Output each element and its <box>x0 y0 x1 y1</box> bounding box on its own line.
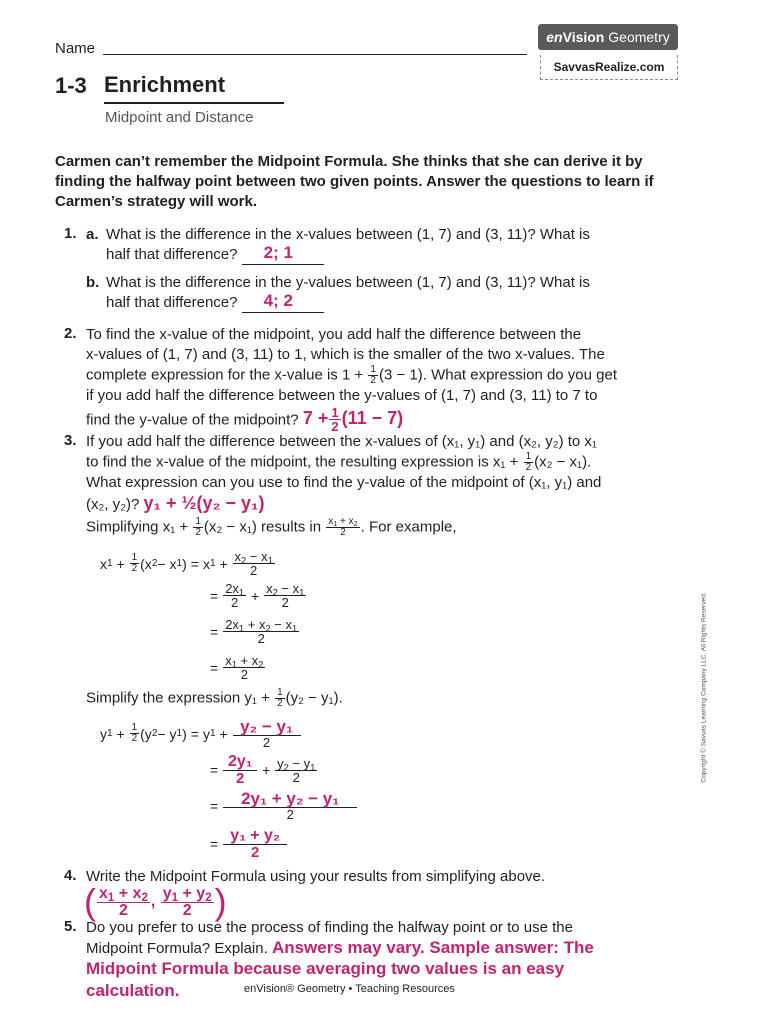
q3-simplify-a: Simplifying x₁ + <box>86 518 189 536</box>
q1b-text <box>106 273 666 313</box>
q3-line4 <box>86 493 676 515</box>
q2-answer <box>302 405 404 434</box>
q3-number: 3. <box>64 432 77 449</box>
name-label: Name <box>55 40 96 57</box>
y-den-4: 2 <box>251 844 260 861</box>
q2-number: 2. <box>64 325 77 342</box>
y-answer-3: 2y₁ + y₂ − y₁ <box>223 790 357 808</box>
brand-vision: Vision <box>562 29 605 45</box>
q2-line1: To find the x-value of the midpoint, you add half the difference between the <box>86 326 582 343</box>
lesson-type: Enrichment <box>104 72 226 97</box>
q5-number: 5. <box>64 918 77 935</box>
name-line[interactable] <box>103 54 527 55</box>
y-answer-2: 2y₁ <box>223 754 257 771</box>
q3-simplify-c: . For example, <box>360 518 457 536</box>
half-fraction: $\frac{1}{2}$ <box>195 516 201 538</box>
q1-number: 1. <box>64 225 77 242</box>
q5-line2-label: Midpoint Formula? Explain. <box>86 940 268 957</box>
y-simplify-label-a: Simplify the expression y₁ + <box>86 689 270 707</box>
q3-answer: y₁ + ½(y₂ − y₁) <box>143 493 265 513</box>
q1b-label: b. <box>86 274 100 291</box>
q1a-answer-blank[interactable] <box>242 243 324 265</box>
q1a-text-line2-label: half that difference? <box>106 246 238 263</box>
q1b-text-line2 <box>106 293 666 313</box>
page-subtitle: Midpoint and Distance <box>105 109 254 126</box>
q3-simplify-b: (x₂ − x₁) results in <box>203 518 322 536</box>
q1b-answer-blank[interactable] <box>242 291 324 313</box>
q1a-answer: 2; 1 <box>263 243 293 262</box>
y-derivation-1: y 1 + $\frac{1}{2}$ (y 2 − y 1 ) = y 1 + $\frac{\text{y₂ − y₁}}{2}$ <box>100 718 302 749</box>
q3-line1: If you add half the difference between the x-values of (x₁, y₁) and (x₂, y₂) to x₁ <box>86 433 597 450</box>
y-derivation-4: = $\frac{\text{y₁ + y₂}}{2}$ <box>206 828 288 860</box>
brand-badge <box>538 24 678 50</box>
q3-line2-a: to find the x-value of the midpoint, the resulting expression is x₁ + <box>86 453 519 471</box>
x-derivation-3: = $\frac{2x_1 + x_2 - x_1}{2}$ <box>210 617 298 646</box>
q2-line5 <box>86 406 666 433</box>
y-simplify-label-b: (y₂ − y₁). <box>285 689 343 707</box>
y-answer-1: y₂ − y₁ <box>233 718 301 736</box>
half-fraction: $\frac{1}{2}$ <box>525 451 532 473</box>
y-den-3: 2 <box>286 807 294 822</box>
y-den-2: 2 <box>236 770 245 787</box>
q2-line5-label: find the y-value of the midpoint? <box>86 411 299 429</box>
footer-text: enVision® Geometry • Teaching Resources <box>244 983 455 995</box>
q2-line2: x-values of (1, 7) and (3, 11) to 1, which is the smaller of the two x-values. The <box>86 346 605 363</box>
q4-answer: ( $\frac{x_1 + x_2}{2}$ , $\frac{y_1 + y_2}{2}$ ) <box>84 881 227 922</box>
copyright-vertical: Copyright © Savvas Learning Company LLC. All Rights Reserved. <box>700 592 708 783</box>
q2-line3 <box>86 365 666 386</box>
q1a-text-line2 <box>106 245 666 265</box>
q3-line2-b: (x₂ − x₁). <box>534 453 592 471</box>
q1a-label: a. <box>86 226 99 243</box>
q5-line2 <box>86 938 666 959</box>
q3-line4-label: (x₂, y₂)? <box>86 496 140 513</box>
q5-text <box>86 918 666 959</box>
q3-line2 <box>86 452 676 473</box>
q1b-text-line1: What is the difference in the y-values between (1, 7) and (3, 11)? What is <box>106 274 590 291</box>
x-derivation-2: = $\frac{2x_1}{2}$ + $\frac{x_2 - x_1}{2}$ <box>210 581 305 610</box>
q3-simplify <box>86 517 676 538</box>
intro-text: Carmen can’t remember the Midpoint Formula. She thinks that she can derive it by finding the halfway point between two given points. Answer the questions to learn if Carmen’s strategy will work. <box>55 153 654 210</box>
midpoint-x-fraction: $\frac{x_1 + x_2}{2}$ <box>328 516 358 538</box>
y-answer-4: y₁ + y₂ <box>223 828 287 845</box>
x-derivation-4: = $\frac{x_1 + x_2}{2}$ <box>210 653 264 682</box>
q5-answer-line3: calculation. <box>86 981 180 1000</box>
half-fraction: $\frac{1}{2}$ <box>277 687 283 709</box>
q2-line4: if you add half the difference between the y-values of (1, 7) and (3, 11) to 7 to <box>86 387 598 404</box>
q2-text <box>86 325 666 433</box>
q2-line3-b: (3 − 1). What expression do you get <box>378 366 618 384</box>
q1a-text-line1: What is the difference in the x-values between (1, 7) and (3, 11)? What is <box>106 226 590 243</box>
q5-answer-line2: Midpoint Formula because averaging two values is an easy <box>86 959 565 978</box>
brand-en: en <box>546 29 563 45</box>
brand-geometry: Geometry <box>608 29 670 45</box>
q2-answer-a: 7 + <box>302 408 329 429</box>
y-derivation-2: = $\frac{\text{2y₁}}{2}$ + $\frac{y_2 - y_1}{2}$ <box>210 753 316 787</box>
y-derivation-3: = $\frac{\text{2y₁ + y₂ − y₁}}{2}$ <box>206 790 358 821</box>
q5-answer-line1: Answers may vary. Sample answer: The <box>271 938 594 957</box>
q3-line3: What expression can you use to find the y-value of the midpoint of (x₁, y₁) and <box>86 474 602 491</box>
q4-text: Write the Midpoint Formula using your results from simplifying above. <box>86 868 546 885</box>
q5-line1: Do you prefer to use the process of finding the halfway point or to use the <box>86 919 573 936</box>
q1b-text-line2-label: half that difference? <box>106 294 238 311</box>
q1a-text <box>106 225 666 265</box>
q2-answer-b: (11 − 7) <box>341 408 404 429</box>
q3-text <box>86 432 676 538</box>
half-fraction: $\frac{1}{2}$ <box>370 364 376 386</box>
q1b-answer: 4; 2 <box>263 291 293 310</box>
y-den-1: 2 <box>262 735 271 750</box>
x-derivation-1: x 1 + $\frac{1}{2}$ (x 2 − x 1 ) = x 1 + $\frac{x_2 - x_1}{2}$ <box>100 549 273 578</box>
site-link[interactable]: SavvasRealize.com <box>540 55 678 80</box>
y-simplify-label <box>86 688 343 709</box>
q2-line3-a: complete expression for the x-value is 1 + <box>86 366 364 384</box>
title-rule <box>104 102 284 104</box>
q4-number: 4. <box>64 867 77 884</box>
q2-answer-half: $\frac{1}{2}$ <box>331 405 339 434</box>
lesson-number: 1-3 <box>55 73 87 98</box>
